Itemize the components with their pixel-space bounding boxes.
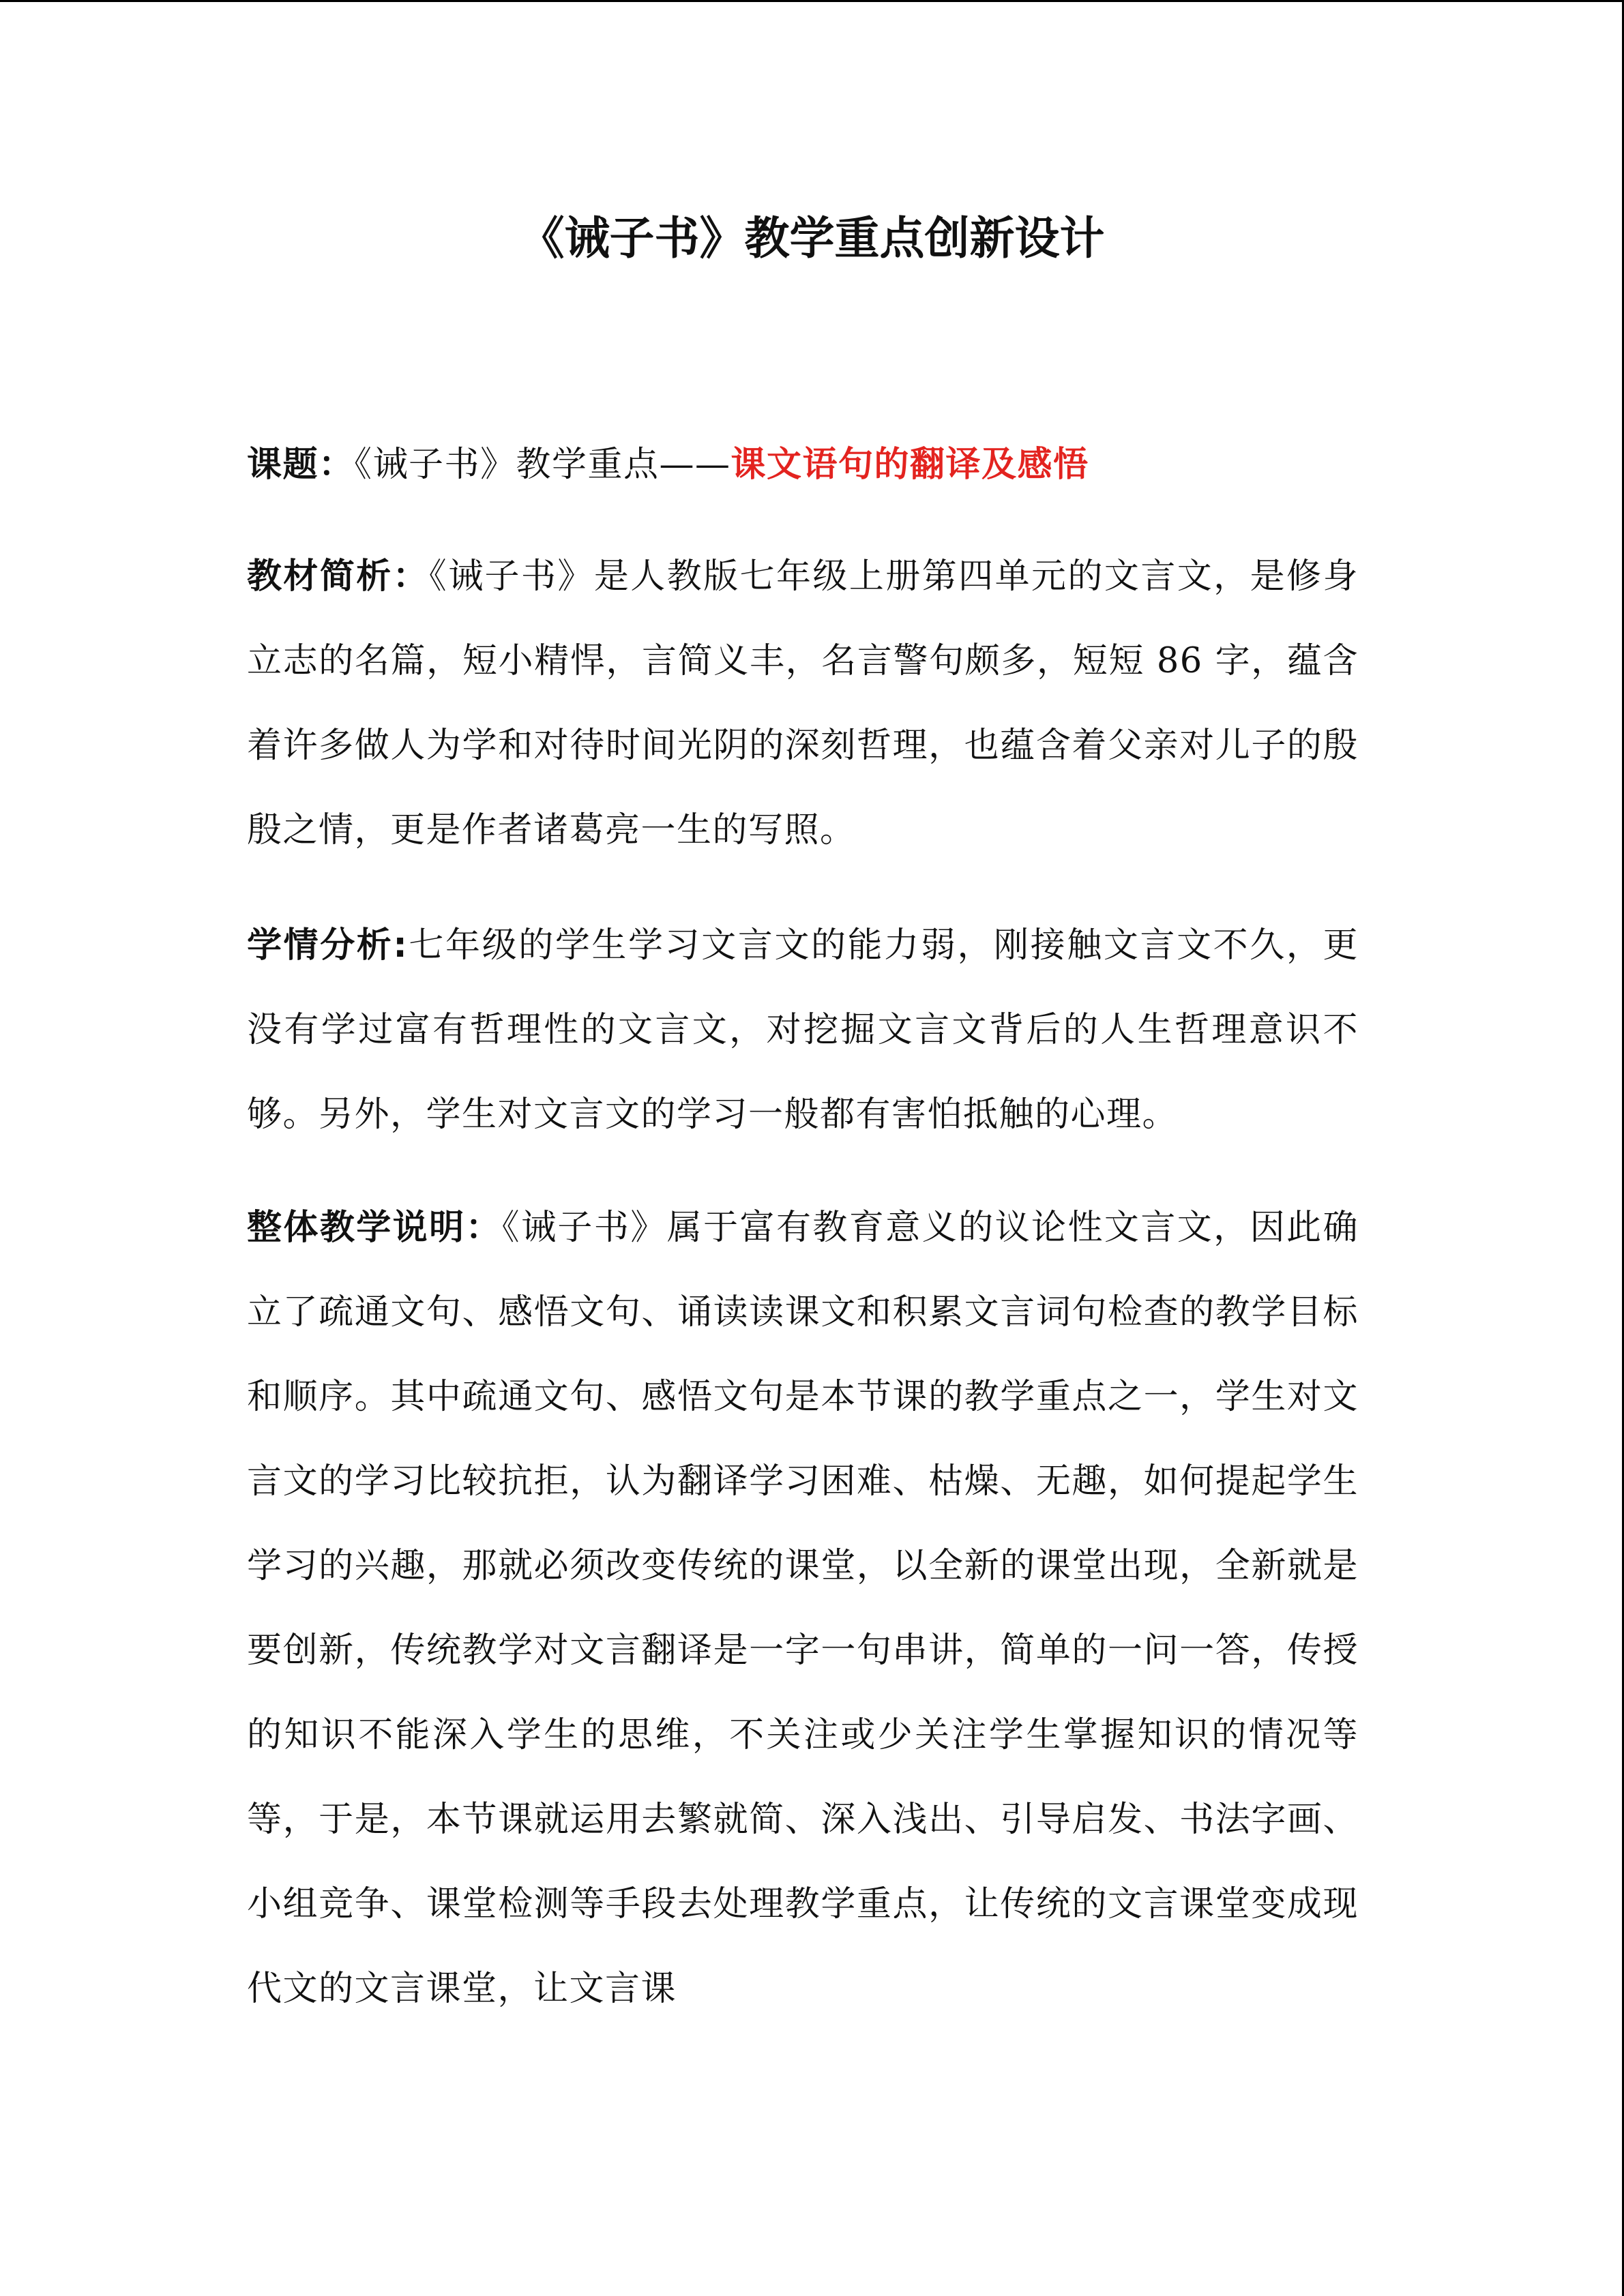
- section-textbook-analysis-text: 《诫子书》是人教版七年级上册第四单元的文言文，是修身立志的名篇，短小精悍，言简义丰，名言警句颇多，短短 86 字，蕴含着许多做人为学和对待时间光阴的深刻哲理，也蕴含着父亲对儿子的殷殷之情，更是作者诸葛亮一生的写照。: [247, 556, 1359, 850]
- section-textbook-analysis: [247, 535, 1359, 873]
- section-topic-highlight: 课文语句的翻译及感悟: [730, 445, 1089, 485]
- section-overall-teaching-label: 整体教学说明：: [247, 1208, 503, 1248]
- section-student-analysis-label: 学情分析:: [247, 925, 409, 966]
- section-overall-teaching: [247, 1186, 1359, 2031]
- section-topic-label: 课题：: [247, 445, 355, 485]
- section-topic: [247, 423, 1359, 507]
- section-student-analysis-text: 七年级的学生学习文言文的能力弱，刚接触文言文不久，更没有学过富有哲理性的文言文，对挖掘文言文背后的人生哲理意识不够。另外，学生对文言文的学习一般都有害怕抵触的心理。: [247, 925, 1359, 1135]
- section-overall-teaching-text: 《诫子书》属于富有教育意义的议论性文言文，因此确立了疏通文句、感悟文句、诵读读课文和积累文言词句检查的教学目标和顺序。其中疏通文句、感悟文句是本节课的教学重点之一，学生对文言文的学习比较抗拒，认为翻译学习困难、枯燥、无趣，如何提起学生学习的兴趣，那就必须改变传统的课堂，以全新的课堂出现，全新就是要创新，传统教学对文言翻译是一字一句串讲，简单的一问一答，传授的知识不能深入学生的思维，不关注或少关注学生掌握知识的情况等等，于是，本节课就运用去繁就简、深入浅出、引导启发、书法字画、小组竞争、课堂检测等手段去处理教学重点，让传统的文言课堂变成现代文的文言课堂，让文言课: [247, 1208, 1359, 2009]
- section-topic-text: 《诫子书》教学重点——: [354, 445, 731, 485]
- document-title: 《诫子书》教学重点创新设计: [519, 212, 1105, 265]
- section-student-analysis: [247, 904, 1359, 1157]
- page-border-top: [0, 0, 1624, 2]
- section-textbook-analysis-label: 教材简析：: [247, 556, 430, 597]
